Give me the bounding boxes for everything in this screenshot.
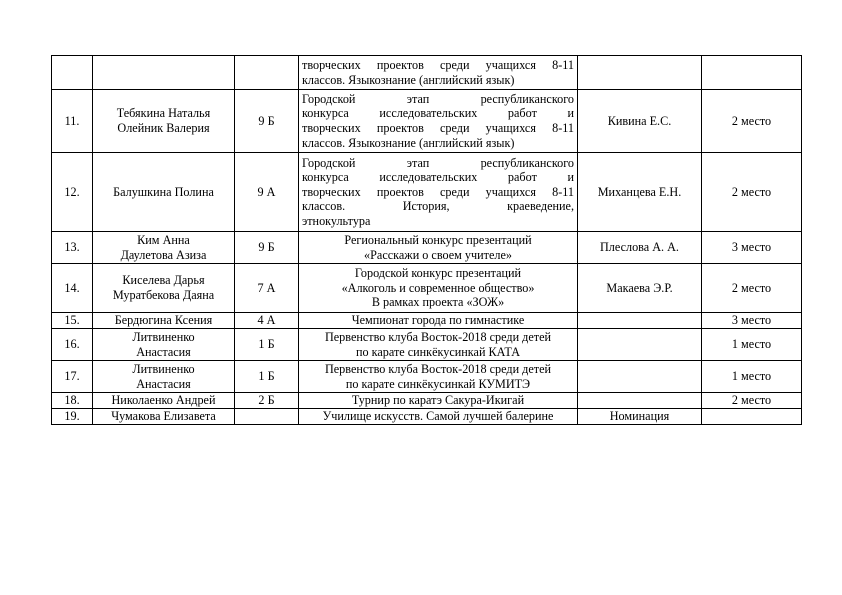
place-cell: 3 место [702,313,802,329]
table-row [52,232,802,264]
row-number: 12. [52,153,93,232]
teacher-cell [578,361,702,393]
place-cell: 3 место [702,232,802,264]
row-number: 14. [52,264,93,313]
teacher-cell [578,329,702,361]
event-cell: Городской конкурс презентаций «Алкоголь и современное общество» В рамках проекта «ЗОЖ» [299,264,578,313]
class-cell [235,56,299,90]
place-cell [702,56,802,90]
table-row [52,361,802,393]
row-number: 11. [52,90,93,153]
student-names: Николаенко Андрей [93,393,235,409]
student-names: Балушкина Полина [93,153,235,232]
class-cell: 2 Б [235,393,299,409]
teacher-cell [578,56,702,90]
student-names [93,56,235,90]
student-names: Киселева Дарья Муратбекова Даяна [93,264,235,313]
class-cell [235,409,299,425]
teacher-cell: Номинация [578,409,702,425]
event-cell: Турнир по каратэ Сакура-Икигай [299,393,578,409]
event-cell: творческих проектов среди учащихся 8-11 классов. Языкознание (английский язык) [299,56,578,90]
teacher-cell: Плеслова А. А. [578,232,702,264]
table-row [52,329,802,361]
event-cell: Первенство клуба Восток-2018 среди детей по карате синкёкусинкай КУМИТЭ [299,361,578,393]
student-names: Литвиненко Анастасия [93,329,235,361]
table-row [52,56,802,90]
row-number: 18. [52,393,93,409]
student-names: Литвиненко Анастасия [93,361,235,393]
place-cell: 1 место [702,329,802,361]
class-cell: 9 Б [235,90,299,153]
table-row [52,90,802,153]
teacher-cell [578,393,702,409]
event-cell: Региональный конкурс презентаций «Расскажи о своем учителе» [299,232,578,264]
table-row [52,153,802,232]
place-cell: 2 место [702,90,802,153]
place-cell: 2 место [702,153,802,232]
row-number [52,56,93,90]
teacher-cell: Миханцева Е.Н. [578,153,702,232]
class-cell: 7 А [235,264,299,313]
event-cell: Чемпионат города по гимнастике [299,313,578,329]
class-cell: 4 А [235,313,299,329]
student-names: Тебякина Наталья Олейник Валерия [93,90,235,153]
class-cell: 1 Б [235,329,299,361]
table-row [52,264,802,313]
row-number: 13. [52,232,93,264]
event-cell: Училище искусств. Самой лучшей балерине [299,409,578,425]
results-table [51,55,802,425]
place-cell: 1 место [702,361,802,393]
class-cell: 9 Б [235,232,299,264]
row-number: 16. [52,329,93,361]
event-cell: Первенство клуба Восток-2018 среди детей по карате синкёкусинкай КАТА [299,329,578,361]
student-names: Бердюгина Ксения [93,313,235,329]
student-names: Чумакова Елизавета [93,409,235,425]
class-cell: 1 Б [235,361,299,393]
place-cell: 2 место [702,264,802,313]
place-cell [702,409,802,425]
row-number: 19. [52,409,93,425]
place-cell: 2 место [702,393,802,409]
class-cell: 9 А [235,153,299,232]
teacher-cell: Кивина Е.С. [578,90,702,153]
table-row [52,409,802,425]
teacher-cell: Макаева Э.Р. [578,264,702,313]
row-number: 15. [52,313,93,329]
teacher-cell [578,313,702,329]
table-row [52,313,802,329]
table-row [52,393,802,409]
event-cell: Городской этап республиканского конкурса исследовательских работ и творческих проектов среди учащихся 8-11 классов. Языкознание (английский язык) [299,90,578,153]
student-names: Ким Анна Даулетова Азиза [93,232,235,264]
event-cell: Городской этап республиканского конкурса исследовательских работ и творческих проектов среди учащихся 8-11 классов. История, краеведение, этнокультура [299,153,578,232]
row-number: 17. [52,361,93,393]
